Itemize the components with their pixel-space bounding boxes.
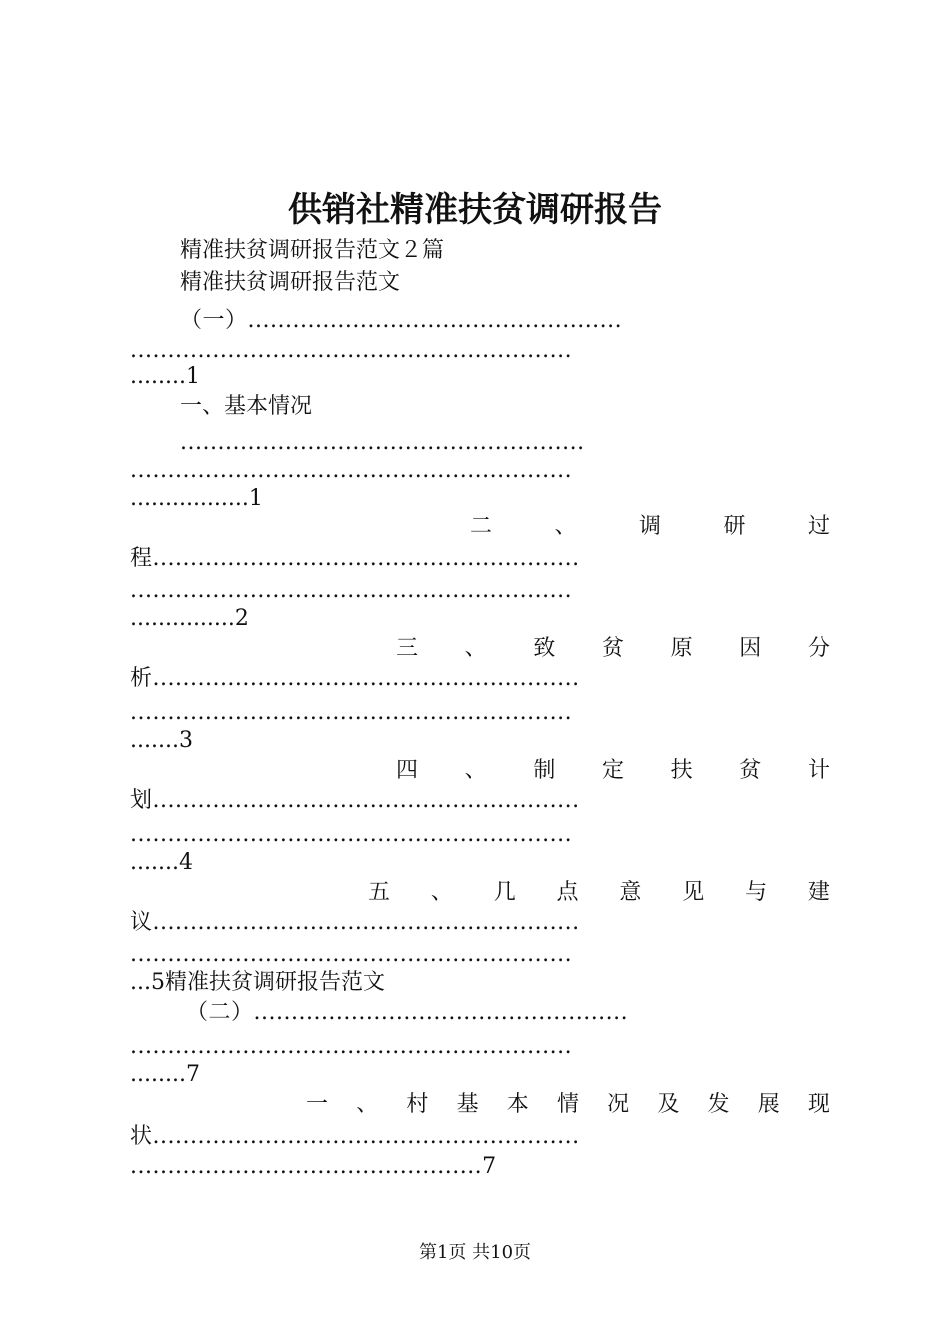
toc-entry-plan-line2: ........................................................... (130, 822, 573, 847)
toc-char: 本 (506, 1092, 529, 1117)
toc-char: 、 (356, 1092, 379, 1117)
toc-char: 展 (757, 1092, 780, 1117)
toc-entry-part-one-page: ........1 (130, 364, 200, 389)
toc-char: 扶 (670, 758, 693, 783)
toc-entry-suggestions-label (368, 878, 830, 908)
toc-char: 发 (707, 1092, 730, 1117)
toc-entry-suggestions-page: ...5精准扶贫调研报告范文 (130, 970, 385, 995)
toc-char: 定 (601, 758, 624, 783)
toc-entry-part-one-line2: ........................................................... (130, 338, 573, 363)
toc-entry-poverty-causes-page: .......3 (130, 728, 193, 753)
toc-char: 五 (368, 880, 391, 905)
toc-entry-research-process-label (470, 512, 830, 542)
toc-entry-village-status-line1: 状......................................................... (130, 1124, 580, 1149)
toc-char: 村 (406, 1092, 429, 1117)
toc-entry-basic-situation-label: 一、基本情况 (180, 394, 313, 419)
toc-entry-plan-label (396, 756, 830, 786)
toc-char: 一 (306, 1092, 329, 1117)
toc-char: 贫 (601, 636, 624, 661)
page-footer: 第1页 共10页 (418, 1242, 532, 1263)
toc-char: 、 (464, 636, 487, 661)
toc-entry-part-two-line2: ........................................................... (130, 1034, 573, 1059)
toc-char: 贫 (739, 758, 762, 783)
toc-entry-research-process-line1: 程......................................................... (130, 546, 580, 571)
toc-char: 计 (807, 758, 830, 783)
toc-entry-basic-situation-page: .................1 (130, 486, 263, 511)
toc-char: 与 (745, 880, 768, 905)
toc-entry-part-two-line1: （二）.................................................. (186, 1000, 629, 1025)
toc-char: 况 (607, 1092, 630, 1117)
toc-char: 几 (493, 880, 516, 905)
toc-char: 点 (556, 880, 579, 905)
toc-entry-poverty-causes-line1: 析......................................................... (130, 666, 580, 691)
toc-char: 调 (638, 514, 661, 539)
toc-entry-poverty-causes-label (396, 634, 830, 664)
toc-char: 建 (807, 880, 830, 905)
toc-char: 分 (807, 636, 830, 661)
report-heading: 精准扶贫调研报告范文 (180, 270, 401, 295)
document-subtitle: 精准扶贫调研报告范文２篇 (180, 238, 445, 263)
toc-char: 因 (739, 636, 762, 661)
toc-entry-plan-line1: 划......................................................... (130, 788, 580, 813)
document-title: 供销社精准扶贫调研报告 (288, 190, 662, 230)
toc-char: 、 (430, 880, 453, 905)
toc-entry-plan-page: .......4 (130, 850, 193, 875)
toc-entry-suggestions-line2: ........................................................... (130, 942, 573, 967)
toc-entry-poverty-causes-line2: ........................................................... (130, 700, 573, 725)
toc-char: 、 (464, 758, 487, 783)
toc-entry-basic-situation-line2: ...................................................... (180, 430, 585, 455)
toc-char: 及 (657, 1092, 680, 1117)
toc-entry-suggestions-line1: 议......................................................... (130, 910, 580, 935)
toc-char: 制 (533, 758, 556, 783)
toc-char: 现 (807, 1092, 830, 1117)
toc-char: 、 (554, 514, 577, 539)
toc-char: 三 (396, 636, 419, 661)
toc-entry-village-status-page: ...............................................7 (130, 1154, 497, 1179)
toc-entry-basic-situation-line3: ........................................................... (130, 458, 573, 483)
toc-char: 见 (682, 880, 705, 905)
toc-char: 过 (807, 514, 830, 539)
toc-char: 基 (456, 1092, 479, 1117)
toc-char: 四 (396, 758, 419, 783)
toc-char: 意 (619, 880, 642, 905)
toc-entry-research-process-page: ...............2 (130, 606, 249, 631)
toc-entry-part-one-line1: （一）.................................................. (180, 308, 623, 333)
toc-char: 情 (556, 1092, 579, 1117)
toc-char: 研 (723, 514, 746, 539)
toc-entry-village-status-label (306, 1090, 830, 1120)
toc-char: 致 (533, 636, 556, 661)
toc-entry-part-two-page: ........7 (130, 1062, 200, 1087)
toc-entry-research-process-line2: ........................................................... (130, 578, 573, 603)
toc-char: 原 (670, 636, 693, 661)
toc-char: 二 (470, 514, 493, 539)
